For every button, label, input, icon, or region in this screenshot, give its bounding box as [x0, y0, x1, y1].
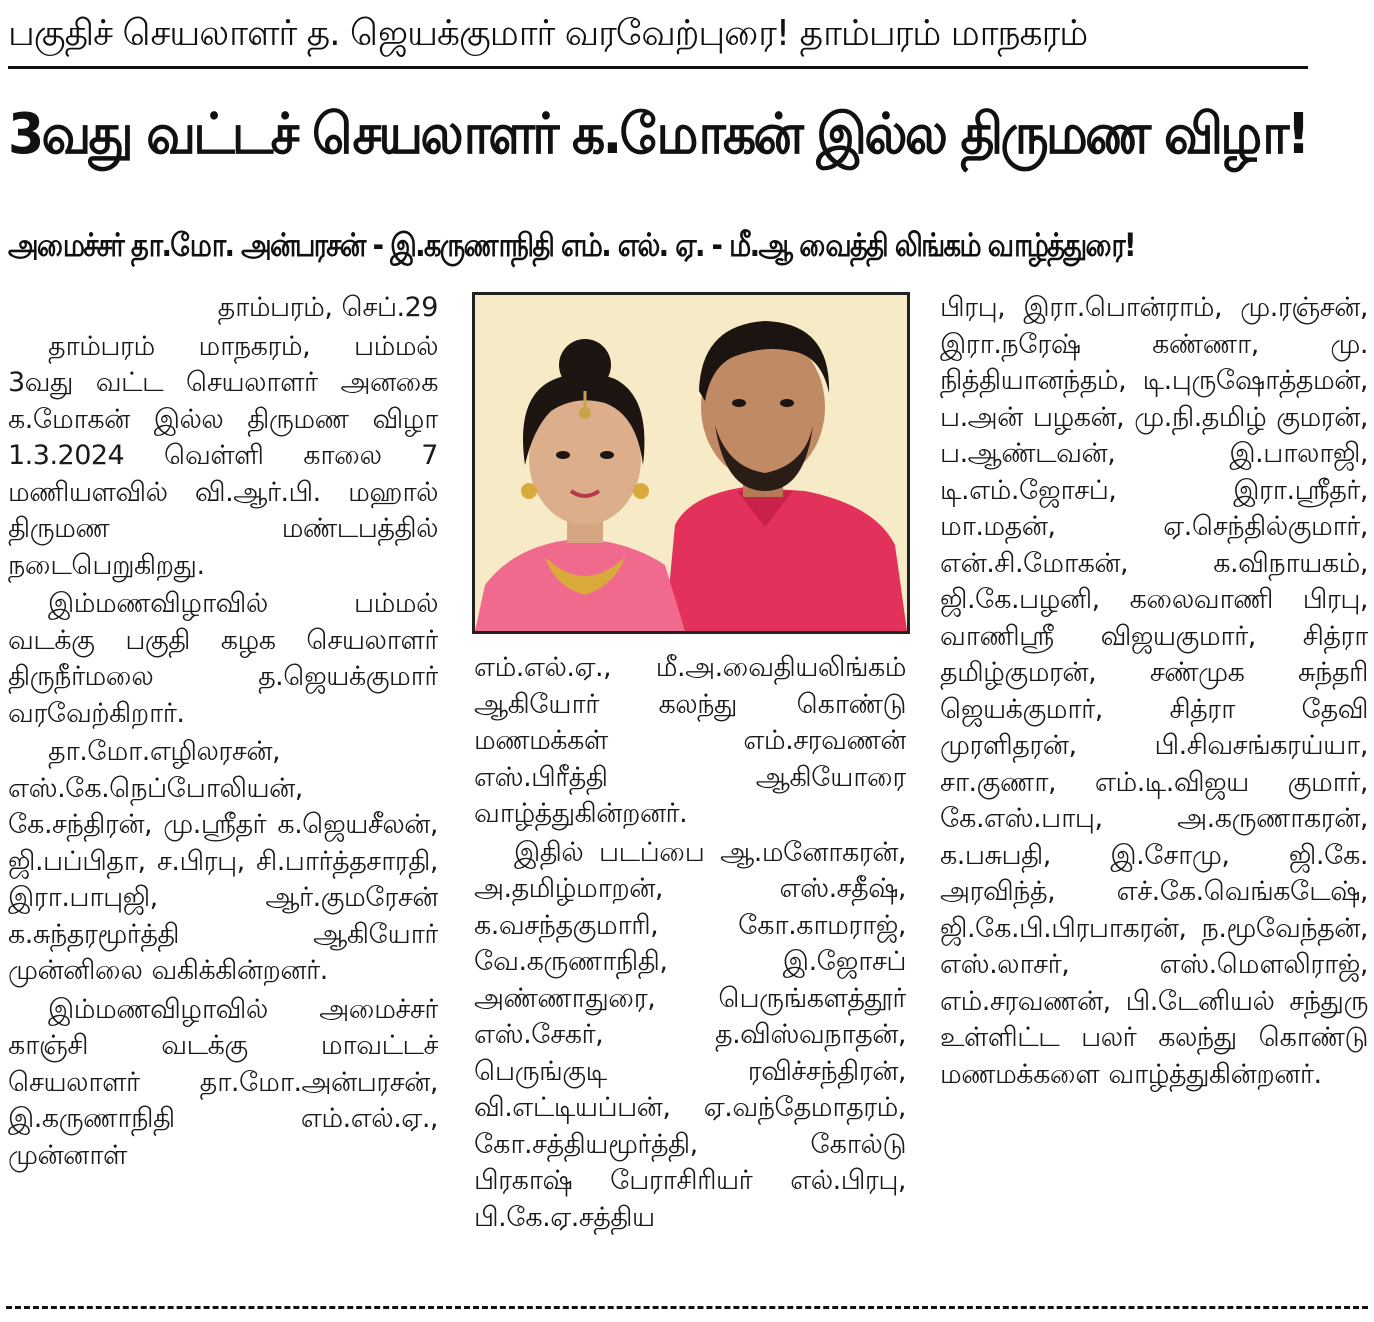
paragraph: எம்.எல்.ஏ., மீ.அ.வைதியலிங்கம் ஆகியோர் கலந்து கொண்டு மணமக்கள் எம்.சரவணன் எஸ்.பிரீத்தி ஆகியோரை வாழ்த்துகின்றனர்.: [474, 652, 906, 829]
paragraph: தாம்பரம் மாநகரம், பம்மல் 3வது வட்ட செயலாளர் அனகை க.மோகன் இல்ல திருமண விழா 1.3.2024 வெள்ளி காலை 7 மணியளவில் வி.ஆர்.பி. மஹால் திருமண மண்டபத்தில் நடைபெறுகிறது.: [8, 330, 438, 581]
paragraph: இதில் படப்பை ஆ.மனோகரன், அ.தமிழ்மாறன், எஸ்.சதீஷ், க.வசந்தகுமாரி, கோ.காமராஜ், வே.கருணாநிதி, இ.ஜோசப் அண்ணாதுரை, பெருங்களத்தூர் எஸ்.சேகர், த.விஸ்வநாதன், பெருங்குடி ரவிச்சந்திரன், வி.எட்டியப்பன், ஏ.வந்தேமாதரம், கோ.சத்தியமூர்த்தி, கோல்டு பிரகாஷ் பேராசிரியர் எல்.பிரபு, பி.கே.ஏ.சத்திய: [474, 836, 906, 1233]
kicker-rule: [8, 66, 1308, 69]
couple-photo: [472, 292, 910, 634]
couple-illustration: [475, 295, 907, 631]
article-column-2: [474, 650, 906, 1302]
article-column-3: [940, 290, 1368, 1302]
paragraph: இம்மணவிழாவில் அமைச்சர் காஞ்சி வடக்கு மாவட்டச் செயலாளர் தா.மோ.அன்பரசன், இ.கருணாநிதி எம்.எல்.ஏ., முன்னாள்: [8, 993, 438, 1171]
article-column-1: [8, 290, 438, 1302]
subheadline: அமைச்சர் தா.மோ. அன்பரசன் - இ.கருணாநிதி எம். எல். ஏ. - மீ.ஆ வைத்தி லிங்கம் வாழ்த்துரை!: [8, 226, 1135, 264]
dateline: தாம்பரம், செப்.29: [217, 292, 438, 323]
headline: 3வது வட்டச் செயலாளர் க.மோகன் இல்ல திருமண விழா!: [8, 102, 1308, 167]
paragraph: இம்மணவிழாவில் பம்மல் வடக்கு பகுதி கழக செயலாளர் திருநீர்மலை த.ஜெயக்குமார் வரவேற்கிறார்.: [8, 588, 438, 729]
paragraph: பிரபு, இரா.பொன்ராம், மு.ரஞ்சன், இரா.நரேஷ் கண்ணா, மு. நித்தியானந்தம், டி.புருஷோத்தமன், ப.அன் பழகன், மு.நி.தமிழ் குமரன், ப.ஆண்டவன், இ.பாலாஜி, டி.எம்.ஜோசப், இரா.ஸ்ரீதர், மா.மதன், ஏ.செந்தில்குமார், என்.சி.மோகன், க.விநாயகம், ஜி.கே.பழனி, கலைவாணி பிரபு, வாணிஸ்ரீ விஜயகுமார், சித்ரா தமிழ்குமரன், சண்முக சுந்தரி ஜெயக்குமார், சித்ரா தேவி முரளிதரன், பி.சிவசங்கரய்யா, சா.குணா, எம்.டி.விஜய குமார், கே.எஸ்.பாபு, அ.கருணாகரன், க.பசுபதி, இ.சோமு, ஜி.கே. அரவிந்த், எச்.கே.வெங்கடேஷ், ஜி.கே.பி.பிரபாகரன், ந.மூவேந்தன், எஸ்.லாசர், எஸ்.மௌலிராஜ், எம்.சரவணன், பி.டேனியல் சந்துரு உள்ளிட்ட பலர் கலந்து கொண்டு மணமக்களை வாழ்த்துகின்றனர்.: [940, 292, 1368, 1090]
kicker-line: பகுதிச் செயலாளர் த. ஜெயக்குமார் வரவேற்புரை! தாம்பரம் மாநகரம்: [8, 13, 1088, 54]
paragraph: தா.மோ.எழிலரசன், எஸ்.கே.நெப்போலியன், கே.சந்திரன், மு.ஸ்ரீதர் க.ஜெயசீலன், ஜி.பப்பிதா, ச.பிரபு, சி.பார்த்தசாரதி, இரா.பாபுஜி, ஆர்.குமரேசன் க.சுந்தரமூர்த்தி ஆகியோர் முன்னிலை வகிக்கின்றனர்.: [8, 736, 438, 986]
bottom-divider: [6, 1306, 1368, 1309]
